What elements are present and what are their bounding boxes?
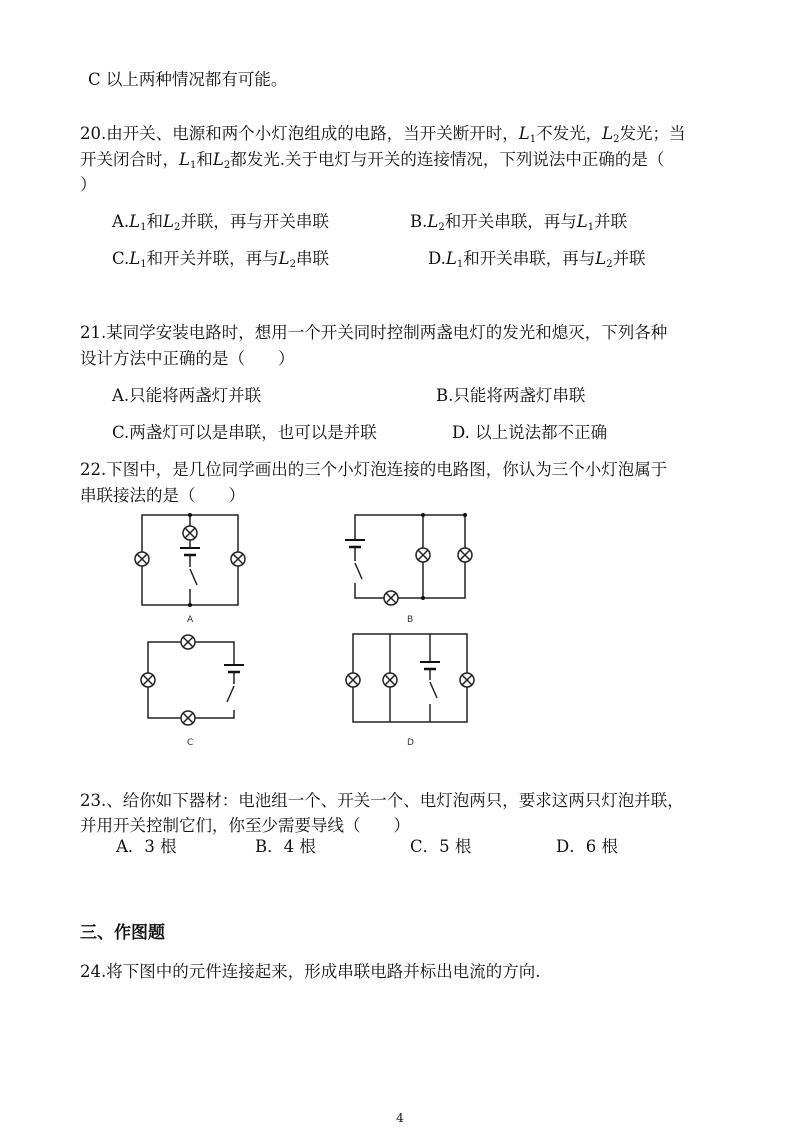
lamp-icon <box>181 711 195 725</box>
circuit-label-d: D <box>407 738 414 748</box>
lamp-icon <box>183 526 197 540</box>
q20-option-c: $C.L_1$和开关并联，再与$L_2$串联 <box>112 249 329 270</box>
q19-option-c: C 以上两种情况都有可能。 <box>88 70 288 89</box>
q21-option-a: A.只能将两盏灯并联 <box>112 386 262 405</box>
lamp-icon <box>460 673 474 687</box>
lamp-icon <box>135 552 149 566</box>
lamp-icon <box>458 548 472 562</box>
q20-option-a: $A.L_1$和$L_2$并联，再与开关串联 <box>112 212 329 233</box>
page-number: 4 <box>396 1111 404 1125</box>
q23-option-a: A．3 根 <box>116 837 177 856</box>
q20-line3: ） <box>80 175 97 194</box>
lamp-icon <box>383 673 397 687</box>
lamp-icon <box>181 635 195 649</box>
circuit-diagram-a <box>120 505 270 630</box>
circuit-label-b: B <box>407 615 414 625</box>
q23-option-c: C．5 根 <box>410 837 472 856</box>
q23-line1: 23.、给你如下器材：电池组一个、开关一个、电灯泡两只，要求这两只灯泡并联， <box>80 791 684 810</box>
q20-line1: 20.由开关、电源和两个小灯泡组成的电路，当开关断开时，$L_1$不发光，$L_2$发光；当 <box>80 124 686 145</box>
lamp-icon <box>141 673 155 687</box>
circuit-diagram-d <box>333 628 483 753</box>
lamp-icon <box>384 591 398 605</box>
q22-line2: 串联接法的是（ ） <box>80 486 245 505</box>
q21-option-d: D. 以上说法都不正确 <box>452 423 608 442</box>
q20-option-d: $D.L_1$和开关串联，再与$L_2$并联 <box>428 249 646 270</box>
q23-line2: 并用开关控制它们，你至少需要导线（ ） <box>80 816 410 835</box>
lamp-icon <box>346 673 360 687</box>
circuit-label-a: A <box>187 615 194 625</box>
q21-line1: 21.某同学安装电路时，想用一个开关同时控制两盏电灯的发光和熄灭，下列各种 <box>80 323 668 342</box>
section-heading: 三、作图题 <box>80 923 165 943</box>
q24-line1: 24.将下图中的元件连接起来，形成串联电路并标出电流的方向. <box>80 962 541 981</box>
lamp-icon <box>231 552 245 566</box>
lamp-icon <box>416 548 430 562</box>
q20-option-b: $B.L_2$和开关串联，再与$L_1$并联 <box>410 212 628 233</box>
circuit-label-c: C <box>187 738 194 748</box>
q21-option-b: B.只能将两盏灯串联 <box>436 386 586 405</box>
q21-option-c: C.两盏灯可以是串联，也可以是并联 <box>112 423 377 442</box>
q20-line2: 开关闭合时，$L_1$和$L_2$都发光.关于电灯与开关的连接情况，下列说法中正确的是（ <box>80 150 665 171</box>
q22-line1: 22.下图中，是几位同学画出的三个小灯泡连接的电路图，你认为三个小灯泡属于 <box>80 460 668 479</box>
circuit-diagram-b <box>333 505 483 630</box>
q23-option-d: D．6 根 <box>556 837 618 856</box>
q23-option-b: B．4 根 <box>255 837 316 856</box>
circuit-diagram-c <box>120 628 270 753</box>
q21-line2: 设计方法中正确的是（ ） <box>80 349 295 368</box>
